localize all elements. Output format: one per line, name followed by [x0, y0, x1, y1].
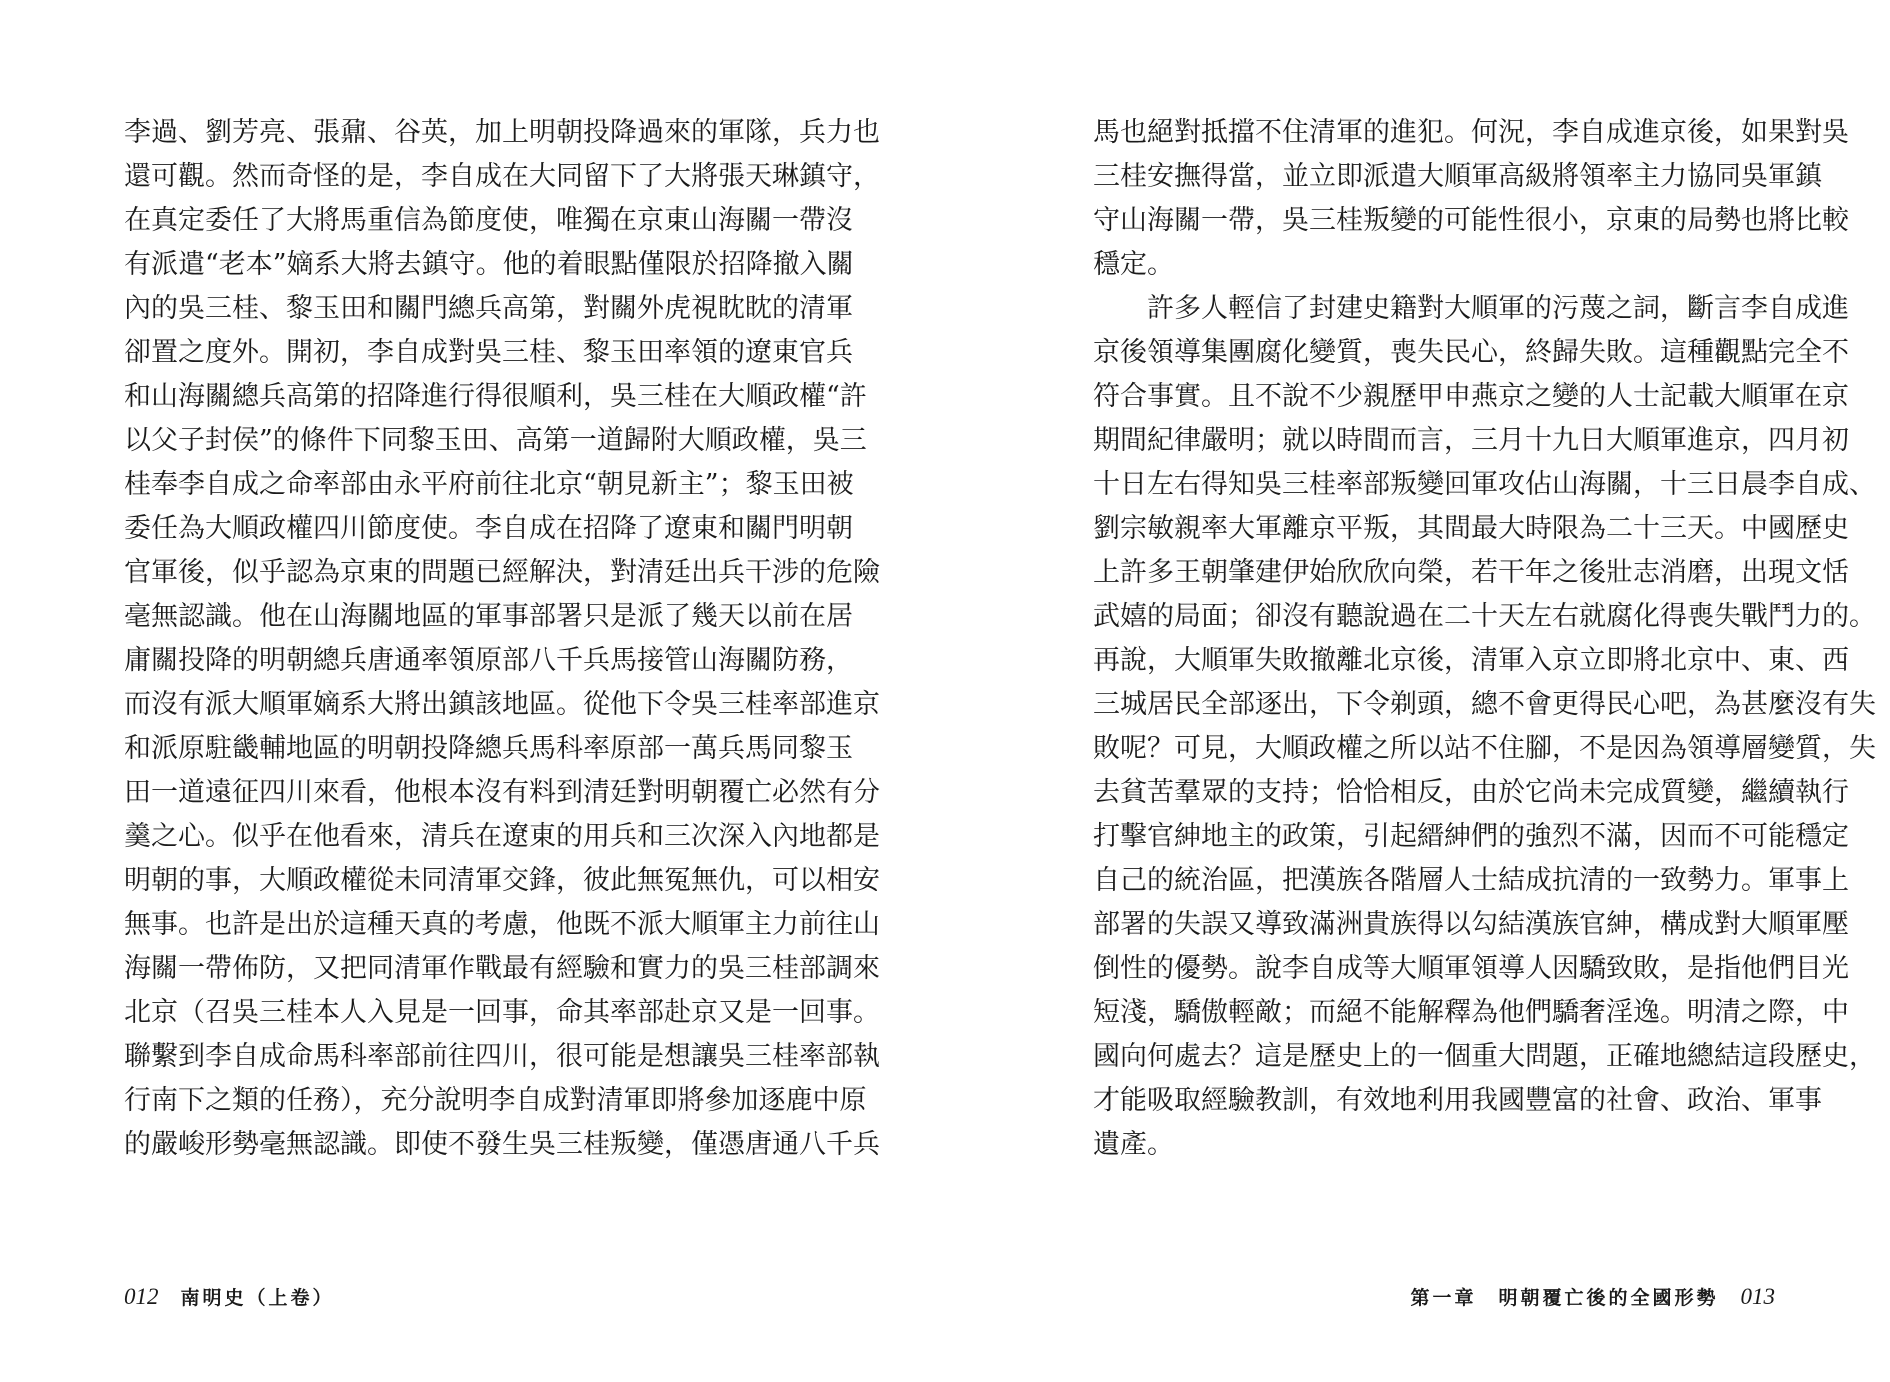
text-line: 有派遣“老本”嫡系大將去鎮守。他的着眼點僅限於招降撤入關	[124, 249, 854, 280]
text-line: 聯繫到李自成命馬科率部前往四川，很可能是想讓吳三桂率部執	[124, 1041, 880, 1072]
text-line: 遺產。	[1093, 1129, 1174, 1160]
text-line: 國向何處去？這是歷史上的一個重大問題，正確地總結這段歷史，	[1093, 1041, 1876, 1072]
text-line: 行南下之類的任務），充分說明李自成對清軍即將參加逐鹿中原	[124, 1085, 867, 1116]
running-header-chapter-title: 第一章 明朝覆亡後的全國形勢	[1410, 1287, 1719, 1309]
right-page-footer	[1410, 1283, 1775, 1310]
text-line: 海關一帶佈防，又把同清軍作戰最有經驗和實力的吳三桂部調來	[124, 953, 880, 984]
running-header-book-title: 南明史（上卷）	[180, 1287, 335, 1309]
text-line: 京後領導集團腐化變質，喪失民心，終歸失敗。這種觀點完全不	[1093, 337, 1849, 368]
text-line: 十日左右得知吳三桂率部叛變回軍攻佔山海關，十三日晨李自成、	[1093, 469, 1876, 500]
left-page-body-text	[124, 111, 880, 1167]
text-line: 部署的失誤又導致滿洲貴族得以勾結漢族官紳，構成對大順軍壓	[1093, 909, 1849, 940]
text-line: 卻置之度外。開初，李自成對吳三桂、黎玉田率領的遼東官兵	[124, 337, 853, 368]
page-number: 013	[1740, 1284, 1775, 1309]
text-line: 上許多王朝肇建伊始欣欣向榮，若干年之後壯志消磨，出現文恬	[1093, 557, 1849, 588]
text-line: 在真定委任了大將馬重信為節度使，唯獨在京東山海關一帶沒	[124, 205, 853, 236]
text-line: 還可觀。然而奇怪的是，李自成在大同留下了大將張天琳鎮守，	[124, 161, 880, 192]
text-line: 守山海關一帶，吳三桂叛變的可能性很小，京東的局勢也將比較	[1093, 205, 1849, 236]
text-line: 符合事實。且不說不少親歷甲申燕京之變的人士記載大順軍在京	[1093, 381, 1849, 412]
text-line: 官軍後，似乎認為京東的問題已經解決，對清廷出兵干涉的危險	[124, 557, 880, 588]
text-line: 無事。也許是出於這種天真的考慮，他既不派大順軍主力前往山	[124, 909, 880, 940]
text-line: 和派原駐畿輔地區的明朝投降總兵馬科率原部一萬兵馬同黎玉	[124, 733, 853, 764]
text-line: 敗呢？可見，大順政權之所以站不住腳，不是因為領導層變質，失	[1093, 733, 1876, 764]
right-page	[945, 0, 1890, 1382]
text-line: 短淺，驕傲輕敵；而絕不能解釋為他們驕奢淫逸。明清之際，中	[1093, 997, 1849, 1028]
text-line: 桂奉李自成之命率部由永平府前往北京“朝見新主”；黎玉田被	[124, 469, 854, 500]
text-line: 羹之心。似乎在他看來，清兵在遼東的用兵和三次深入內地都是	[124, 821, 880, 852]
text-line: 而沒有派大順軍嫡系大將出鎮該地區。從他下令吳三桂率部進京	[124, 689, 880, 720]
text-line: 內的吳三桂、黎玉田和關門總兵高第，對關外虎視眈眈的清軍	[124, 293, 853, 324]
text-line: 庸關投降的明朝總兵唐通率領原部八千兵馬接管山海關防務，	[124, 645, 853, 676]
text-line: 倒性的優勢。說李自成等大順軍領導人因驕致敗，是指他們目光	[1093, 953, 1849, 984]
text-line: 打擊官紳地主的政策，引起縉紳們的強烈不滿，因而不可能穩定	[1093, 821, 1849, 852]
text-line: 的嚴峻形勢毫無認識。即使不發生吳三桂叛變，僅憑唐通八千兵	[124, 1129, 880, 1160]
text-line: 再說，大順軍失敗撤離北京後，清軍入京立即將北京中、東、西	[1093, 645, 1849, 676]
text-line: 李過、劉芳亮、張鼐、谷英，加上明朝投降過來的軍隊，兵力也	[124, 117, 880, 148]
text-line: 武嬉的局面；卻沒有聽說過在二十天左右就腐化得喪失戰鬥力的。	[1093, 601, 1876, 632]
text-line: 劉宗敏親率大軍離京平叛，其間最大時限為二十三天。中國歷史	[1093, 513, 1849, 544]
text-line: 和山海關總兵高第的招降進行得很順利，吳三桂在大順政權“許	[124, 381, 867, 412]
text-line: 明朝的事，大順政權從未同清軍交鋒，彼此無冤無仇，可以相安	[124, 865, 880, 896]
text-line: 去貧苦羣眾的支持；恰恰相反，由於它尚未完成質變，繼續執行	[1093, 777, 1849, 808]
text-line: 自己的統治區，把漢族各階層人士結成抗清的一致勢力。軍事上	[1093, 865, 1849, 896]
text-line: 穩定。	[1093, 249, 1174, 280]
right-page-body-text	[1093, 111, 1876, 1167]
text-line: 許多人輕信了封建史籍對大順軍的污蔑之詞，斷言李自成進	[1147, 293, 1849, 324]
text-line: 期間紀律嚴明；就以時間而言，三月十九日大順軍進京，四月初	[1093, 425, 1849, 456]
left-page-footer	[124, 1283, 335, 1310]
text-line: 才能吸取經驗教訓，有效地利用我國豐富的社會、政治、軍事	[1093, 1085, 1822, 1116]
text-line: 北京（召吳三桂本人入見是一回事，命其率部赴京又是一回事。	[124, 997, 880, 1028]
text-line: 三桂安撫得當，並立即派遣大順軍高級將領率主力協同吳軍鎮	[1093, 161, 1822, 192]
page-number: 012	[124, 1284, 159, 1309]
text-line: 馬也絕對抵擋不住清軍的進犯。何況，李自成進京後，如果對吳	[1093, 117, 1849, 148]
text-line: 三城居民全部逐出，下令剃頭，總不會更得民心吧，為甚麼沒有失	[1093, 689, 1876, 720]
text-line: 田一道遠征四川來看，他根本沒有料到清廷對明朝覆亡必然有分	[124, 777, 880, 808]
text-line: 以父子封侯”的條件下同黎玉田、高第一道歸附大順政權，吳三	[124, 425, 867, 456]
text-line: 委任為大順政權四川節度使。李自成在招降了遼東和關門明朝	[124, 513, 853, 544]
text-line: 毫無認識。他在山海關地區的軍事部署只是派了幾天以前在居	[124, 601, 853, 632]
